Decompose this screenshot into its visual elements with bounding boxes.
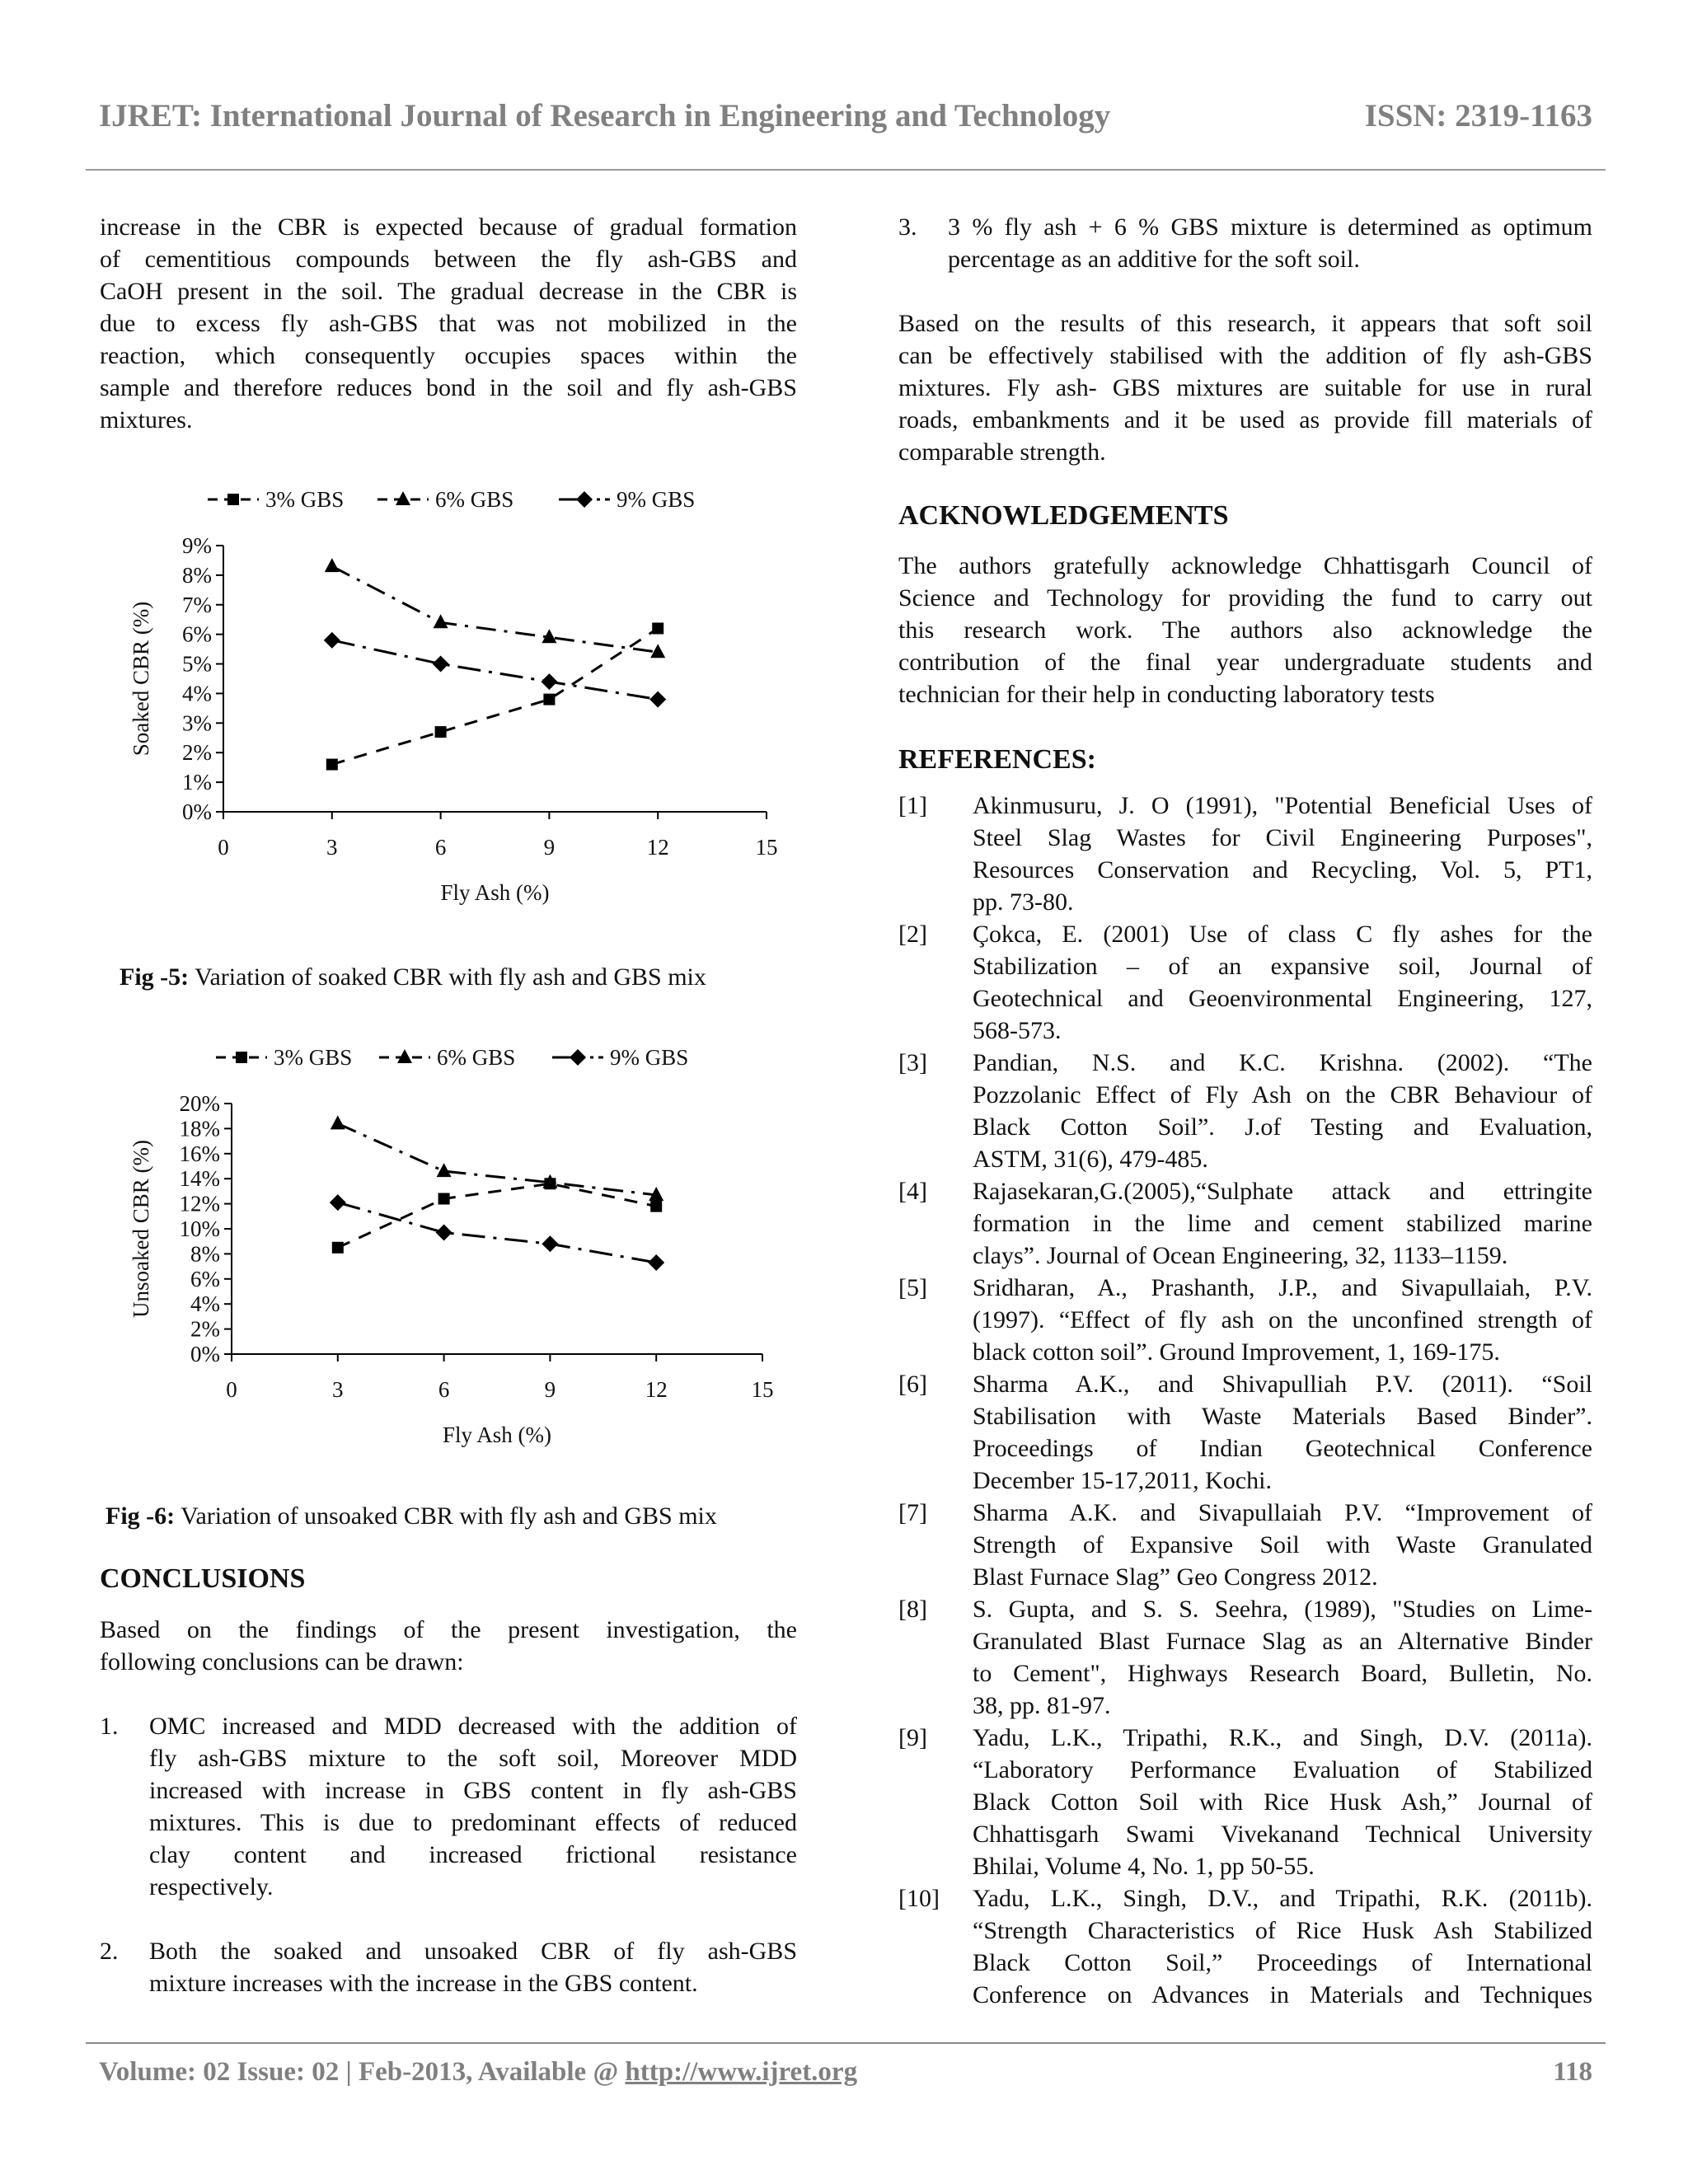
- data-point: [325, 558, 340, 572]
- conclusion-item: [898, 211, 1592, 275]
- text-line: mixtures. Fly ash- GBS mixtures are suitable for use in rural: [898, 374, 1592, 401]
- text-line: “Strength Characteristics of Rice Husk Ash Stabilized: [973, 1917, 1592, 1944]
- text-line: Sharma A.K. and Sivapullaiah P.V. “Improvement of: [973, 1499, 1592, 1526]
- text-line: Blast Furnace Slag” Geo Congress 2012.: [973, 1563, 1378, 1591]
- text-line: Proceedings of Indian Geotechnical Conference: [973, 1435, 1592, 1462]
- reference-item: [898, 1882, 1592, 2011]
- text-line: Science and Technology for providing the fund to carry out: [898, 584, 1592, 612]
- y-tick-label: 2%: [182, 740, 212, 766]
- text-line: Black Cotton Soil,” Proceedings of International: [973, 1949, 1592, 1976]
- running-header: [99, 97, 1592, 147]
- y-tick-label: 12%: [179, 1191, 220, 1216]
- y-tick-label: 0%: [182, 799, 212, 824]
- text-line: Bhilai, Volume 4, No. 1, pp 50-55.: [973, 1853, 1315, 1880]
- text-line: ASTM, 31(6), 479-485.: [973, 1146, 1208, 1173]
- fig5-label: Fig -5:: [120, 963, 190, 991]
- legend-label: 3% GBS: [274, 1045, 353, 1070]
- unsoaked-cbr-chart: [115, 1036, 791, 1465]
- text-line: Strength of Expansive Soil with Waste Granulated: [973, 1531, 1592, 1558]
- data-point: [434, 614, 448, 628]
- text-line: contribution of the final year undergraduate students and: [898, 649, 1592, 676]
- y-tick-label: 16%: [179, 1141, 220, 1166]
- reference-item: [898, 1175, 1592, 1272]
- text-line: Black Cotton Soil”. J.of Testing and Evaluation,: [973, 1113, 1592, 1141]
- data-point: [437, 1163, 452, 1177]
- text-line: clay content and increased frictional resistance: [149, 1841, 797, 1868]
- series-line: [338, 1202, 656, 1263]
- text-line: Rajasekaran,G.(2005),“Sulphate attack and ettringite: [973, 1178, 1592, 1205]
- text-line: increase in the CBR is expected because of gradual formation: [100, 213, 797, 241]
- conclusion-item: [100, 1710, 797, 1903]
- text-line: following conclusions can be drawn:: [100, 1648, 464, 1675]
- y-tick-label: 20%: [179, 1091, 220, 1116]
- x-tick-label: 6: [434, 835, 447, 860]
- y-tick-label: 18%: [179, 1116, 220, 1141]
- y-tick-label: 8%: [182, 562, 212, 588]
- text-line: comparable strength.: [898, 438, 1106, 466]
- data-point: [332, 1242, 344, 1254]
- legend-marker: [576, 491, 593, 508]
- ref-number: [8]: [898, 1596, 927, 1623]
- item-number: 1.: [100, 1713, 119, 1740]
- text-line: percentage as an additive for the soft soil.: [948, 246, 1360, 273]
- text-line: to Cement", Highways Research Board, Bulletin, No.: [973, 1660, 1592, 1687]
- series-line: [332, 628, 658, 764]
- text-line: Pandian, N.S. and K.C. Krishna. (2002). “The: [973, 1049, 1592, 1076]
- legend-marker: [570, 1049, 586, 1066]
- series-line: [332, 566, 658, 652]
- text-line: respectively.: [149, 1873, 274, 1900]
- legend-label: 3% GBS: [265, 487, 345, 512]
- x-tick-label: 3: [332, 1377, 344, 1402]
- text-line: Granulated Blast Furnace Slag as an Alternative Binder: [973, 1628, 1592, 1655]
- text-line: roads, embankments and it be used as provide fill materials of: [898, 406, 1592, 434]
- footer-volume: [99, 2057, 857, 2088]
- fig6-text: Variation of unsoaked CBR with fly ash and GBS mix: [175, 1502, 717, 1530]
- issn: ISSN: 2319-1163: [1364, 98, 1592, 134]
- text-line: mixtures.: [100, 406, 193, 434]
- legend-marker: [236, 1052, 247, 1063]
- text-line: 3 % fly ash + 6 % GBS mixture is determined as optimum: [948, 213, 1592, 241]
- soaked-cbr-chart: [115, 478, 791, 907]
- references-heading: REFERENCES:: [898, 744, 1096, 775]
- legend-label: 9% GBS: [617, 487, 696, 512]
- footer-rule: [86, 2042, 1606, 2044]
- text-line: Both the soaked and unsoaked CBR of fly ash-GBS: [149, 1938, 797, 1965]
- text-line: black cotton soil”. Ground Improvement, 1, 169-175.: [973, 1338, 1500, 1366]
- reference-item: [898, 1722, 1592, 1882]
- data-point: [438, 1193, 450, 1205]
- reference-item: [898, 918, 1592, 1047]
- data-point: [326, 759, 338, 771]
- legend-label: 6% GBS: [437, 1045, 516, 1070]
- data-point: [435, 726, 447, 738]
- legend-label: 9% GBS: [610, 1045, 689, 1070]
- ref-number: [10]: [898, 1885, 940, 1912]
- text-line: Chhattisgarh Swami Vivekanand Technical University: [973, 1821, 1592, 1848]
- x-tick-label: 12: [645, 1377, 668, 1402]
- ref-number: [9]: [898, 1724, 927, 1751]
- text-line: Yadu, L.K., Singh, D.V., and Tripathi, R.K. (2011b).: [973, 1885, 1592, 1912]
- y-tick-label: 6%: [190, 1266, 220, 1291]
- x-tick-label: 0: [218, 835, 229, 860]
- footer-volume-text: Volume: 02 Issue: 02 | Feb-2013, Available @: [99, 2057, 626, 2087]
- y-tick-label: 10%: [179, 1216, 220, 1241]
- text-line: fly ash-GBS mixture to the soft soil, Moreover MDD: [149, 1745, 797, 1772]
- reference-item: [898, 1047, 1592, 1175]
- data-point: [324, 632, 340, 649]
- reference-item: [898, 1368, 1592, 1497]
- data-point: [648, 1254, 664, 1271]
- text-line: The authors gratefully acknowledge Chhattisgarh Council of: [898, 552, 1592, 579]
- text-line: CaOH present in the soil. The gradual decrease in the CBR is: [100, 278, 797, 305]
- data-point: [331, 1115, 345, 1129]
- summary-paragraph: [898, 307, 1592, 468]
- y-tick-label: 9%: [182, 533, 212, 558]
- x-tick-label: 15: [751, 1377, 774, 1402]
- right-column: [898, 211, 1592, 2011]
- text-line: pp. 73-80.: [973, 888, 1074, 916]
- text-line: Black Cotton Soil with Rice Husk Ash,” Journal of: [973, 1788, 1592, 1816]
- y-axis-title: Unsoaked CBR (%): [129, 1140, 153, 1318]
- conclusions-heading: CONCLUSIONS: [100, 1563, 306, 1594]
- text-line: Conference on Advances in Materials and Techniques: [973, 1981, 1592, 2008]
- data-point: [650, 1201, 662, 1212]
- text-line: Akinmusuru, J. O (1991), "Potential Beneficial Uses of: [973, 792, 1592, 819]
- ref-number: [3]: [898, 1049, 927, 1076]
- y-tick-label: 14%: [179, 1166, 220, 1192]
- text-line: increased with increase in GBS content in fly ash-GBS: [149, 1777, 797, 1804]
- y-tick-label: 0%: [190, 1342, 220, 1366]
- text-line: this research work. The authors also acknowledge the: [898, 616, 1592, 644]
- x-axis-title: Fly Ash (%): [440, 880, 550, 905]
- text-line: “Laboratory Performance Evaluation of Stabilized: [973, 1756, 1592, 1783]
- y-tick-label: 1%: [182, 770, 212, 795]
- text-line: Pozzolanic Effect of Fly Ash on the CBR Behaviour of: [973, 1081, 1592, 1108]
- ref-number: [2]: [898, 921, 927, 948]
- y-tick-label: 5%: [182, 651, 212, 677]
- x-tick-label: 0: [226, 1377, 237, 1402]
- ref-number: [1]: [898, 792, 927, 819]
- text-line: (1997). “Effect of fly ash on the unconfined strength of: [973, 1306, 1592, 1333]
- header-rule: [86, 169, 1606, 171]
- journal-url-link[interactable]: http://www.ijret.org: [625, 2057, 858, 2087]
- ref-number: [5]: [898, 1274, 927, 1301]
- y-tick-label: 8%: [190, 1241, 220, 1267]
- x-tick-label: 9: [544, 1377, 556, 1402]
- fig6-label: Fig -6:: [106, 1502, 176, 1530]
- reference-item: [898, 1497, 1592, 1593]
- reference-item: [898, 1272, 1592, 1368]
- y-tick-label: 4%: [182, 681, 212, 706]
- ref-number: [7]: [898, 1499, 927, 1526]
- text-line: Yadu, L.K., Tripathi, R.K., and Singh, D.V. (2011a).: [973, 1724, 1592, 1751]
- text-line: 38, pp. 81-97.: [973, 1692, 1111, 1719]
- acknowledgements-heading: ACKNOWLEDGEMENTS: [898, 500, 1229, 531]
- text-line: OMC increased and MDD decreased with the addition of: [149, 1713, 797, 1740]
- text-line: Sharma A.K., and Shivapulliah P.V. (2011). “Soil: [973, 1371, 1592, 1398]
- fig5-caption: [120, 961, 706, 993]
- conclusions-section: [100, 1561, 797, 1999]
- text-line: of cementitious compounds between the fly ash-GBS and: [100, 246, 797, 273]
- text-line: 568-573.: [973, 1017, 1062, 1044]
- text-line: sample and therefore reduces bond in the soil and fly ash-GBS: [100, 374, 797, 401]
- data-point: [543, 694, 555, 705]
- acknowledgements-paragraph: [898, 550, 1592, 710]
- reference-item: [898, 790, 1592, 918]
- legend-label: 6% GBS: [435, 487, 514, 512]
- x-tick-label: 6: [438, 1377, 450, 1402]
- x-tick-label: 15: [755, 835, 778, 860]
- text-line: Based on the results of this research, it appears that soft soil: [898, 310, 1592, 337]
- y-tick-label: 4%: [190, 1291, 220, 1317]
- text-line: reaction, which consequently occupies spaces within the: [100, 342, 797, 369]
- x-axis-title: Fly Ash (%): [442, 1422, 552, 1447]
- text-line: Geotechnical and Geoenvironmental Engineering, 127,: [973, 985, 1592, 1012]
- series-line: [332, 640, 658, 700]
- text-line: mixtures. This is due to predominant effects of reduced: [149, 1809, 797, 1836]
- text-line: S. Gupta, and S. S. Seehra, (1989), "Studies on Lime-: [973, 1596, 1592, 1623]
- y-tick-label: 3%: [182, 710, 212, 736]
- legend-marker: [227, 494, 239, 505]
- fig6-caption: [106, 1500, 717, 1532]
- text-line: Resources Conservation and Recycling, Vol. 5, PT1,: [973, 856, 1592, 883]
- x-tick-label: 9: [543, 835, 556, 860]
- text-line: clays”. Journal of Ocean Engineering, 32, 1133–1159.: [973, 1242, 1508, 1269]
- reference-list: [898, 790, 1592, 2011]
- text-line: December 15-17,2011, Kochi.: [973, 1467, 1272, 1494]
- data-point: [652, 622, 663, 634]
- running-footer: [99, 2057, 1592, 2098]
- x-tick-label: 12: [646, 835, 669, 860]
- text-line: mixture increases with the increase in the GBS content.: [149, 1970, 698, 1997]
- data-point: [541, 673, 557, 690]
- item-number: 2.: [100, 1938, 119, 1965]
- text-line: Steel Slag Wastes for Civil Engineering Purposes",: [973, 824, 1592, 851]
- text-line: Stabilisation with Waste Materials Based Binder”.: [973, 1403, 1592, 1430]
- data-point: [436, 1225, 452, 1241]
- text-line: due to excess fly ash-GBS that was not mobilized in the: [100, 310, 797, 337]
- reference-item: [898, 1593, 1592, 1722]
- page-number: 118: [1553, 2057, 1592, 2087]
- ref-number: [6]: [898, 1371, 927, 1398]
- conclusion-item: [100, 1935, 797, 1999]
- data-point: [433, 656, 449, 673]
- intro-paragraph: [100, 211, 797, 436]
- item-number: 3.: [898, 213, 917, 241]
- fig5-text: Variation of soaked CBR with fly ash and GBS mix: [189, 963, 706, 991]
- series-line: [338, 1123, 656, 1195]
- ref-number: [4]: [898, 1178, 927, 1205]
- text-line: Sridharan, A., Prashanth, J.P., and Sivapullaiah, P.V.: [973, 1274, 1592, 1301]
- y-tick-label: 2%: [190, 1316, 220, 1342]
- journal-title: IJRET: International Journal of Research in Engineering and Technology: [99, 98, 1111, 134]
- x-tick-label: 3: [326, 835, 338, 860]
- text-line: can be effectively stabilised with the addition of fly ash-GBS: [898, 342, 1592, 369]
- text-line: Stabilization – of an expansive soil, Journal of: [973, 953, 1592, 980]
- y-tick-label: 7%: [182, 592, 212, 617]
- data-point: [330, 1194, 346, 1211]
- data-point: [542, 1235, 558, 1252]
- text-line: technician for their help in conducting laboratory tests: [898, 681, 1435, 708]
- data-point: [649, 691, 666, 708]
- text-line: formation in the lime and cement stabilized marine: [973, 1210, 1592, 1237]
- text-line: Çokca, E. (2001) Use of class C fly ashes for the: [973, 921, 1592, 948]
- text-line: Based on the findings of the present investigation, the: [100, 1616, 797, 1643]
- y-tick-label: 6%: [182, 621, 212, 647]
- y-axis-title: Soaked CBR (%): [129, 601, 153, 757]
